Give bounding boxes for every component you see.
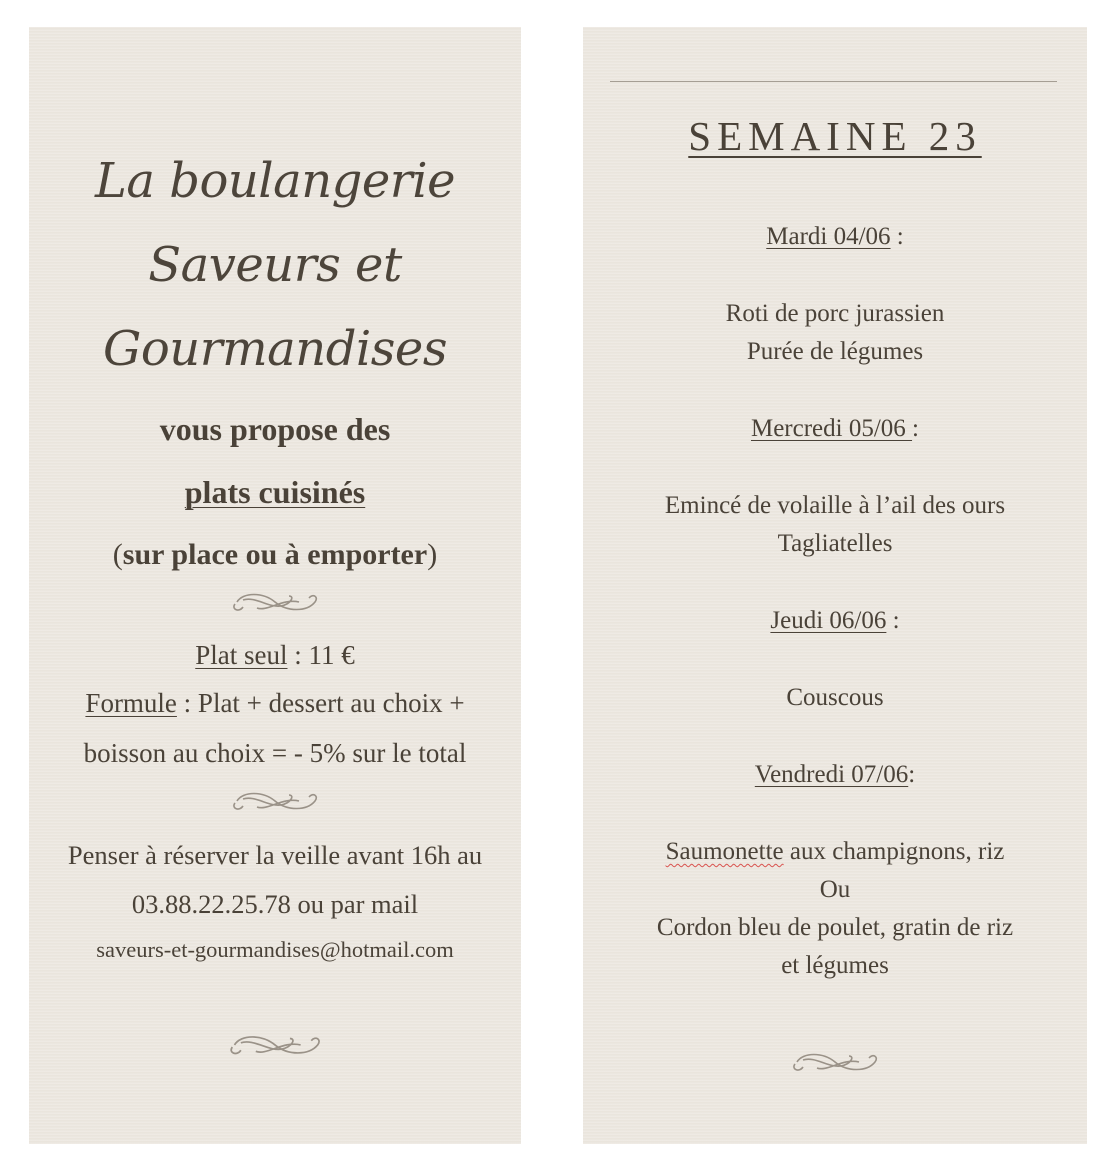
paren-close: ) [427, 538, 438, 571]
plats-cuisines-heading [29, 474, 521, 511]
bakery-name-line1: La boulangerie [94, 153, 455, 209]
dish-item: et légumes [781, 952, 889, 979]
bakery-name-line3: Gourmandises [103, 321, 447, 377]
formule-label: Formule [85, 688, 177, 718]
bakery-name-line2: Saveurs et [148, 237, 402, 293]
contact-email: saveurs-et-gourmandises@hotmail.com [96, 937, 454, 962]
plat-seul-value: : 11 € [287, 640, 355, 670]
flourish-ornament-icon [229, 787, 321, 817]
plat-seul-price [29, 640, 521, 671]
formule-line1 [29, 688, 521, 719]
dish-item: Couscous [786, 684, 884, 711]
dish-item [583, 838, 1087, 866]
dish-item: Roti de porc jurassien [725, 300, 945, 327]
day-heading-jeudi [583, 607, 1087, 635]
week-title [583, 112, 1087, 160]
dish-item: Tagliatelles [777, 530, 893, 557]
reservation-line1: Penser à réserver la veille avant 16h au [67, 840, 483, 870]
plats-cuisines-text: plats cuisinés [184, 474, 366, 510]
dish-item: Purée de légumes [746, 338, 924, 365]
paren-open: ( [112, 538, 123, 571]
top-divider [610, 81, 1057, 82]
service-options [29, 538, 521, 572]
formule-value: : Plat + dessert au choix + [176, 688, 465, 718]
dish-item: Cordon bleu de poulet, gratin de riz [656, 914, 1014, 941]
propose-text: vous propose des [159, 411, 391, 447]
flourish-ornament-icon [229, 588, 321, 618]
plat-seul-label: Plat seul [195, 640, 288, 670]
day-label: Jeudi 06/06 [770, 607, 887, 634]
dish-or: Ou [819, 876, 851, 903]
dish-item: Emincé de volaille à l’ail des ours [664, 492, 1006, 519]
flourish-ornament-icon [225, 1030, 325, 1062]
day-suffix: : [886, 607, 900, 634]
reservation-line2: 03.88.22.25.78 ou par mail [131, 889, 419, 919]
day-label: Vendredi 07/06 [754, 761, 909, 788]
day-suffix: : [908, 761, 916, 788]
right-menu-panel [583, 27, 1087, 1144]
flourish-ornament-icon [789, 1048, 881, 1078]
misspelled-word: Saumonette [665, 838, 784, 865]
week-title-text: SEMAINE 23 [688, 113, 982, 159]
formule-line2: boisson au choix = - 5% sur le total [83, 738, 467, 768]
day-label: Mardi 04/06 [766, 223, 891, 250]
left-menu-panel [29, 27, 521, 1144]
day-suffix: : [912, 415, 919, 442]
day-heading-vendredi [583, 761, 1087, 789]
day-label: Mercredi 05/06 [750, 415, 913, 442]
dish-text: aux champignons, riz [783, 838, 1005, 865]
service-options-text: sur place ou à emporter [122, 538, 428, 571]
day-heading-mardi [583, 223, 1087, 251]
day-suffix: : [890, 223, 904, 250]
day-heading-mercredi [583, 415, 1087, 443]
